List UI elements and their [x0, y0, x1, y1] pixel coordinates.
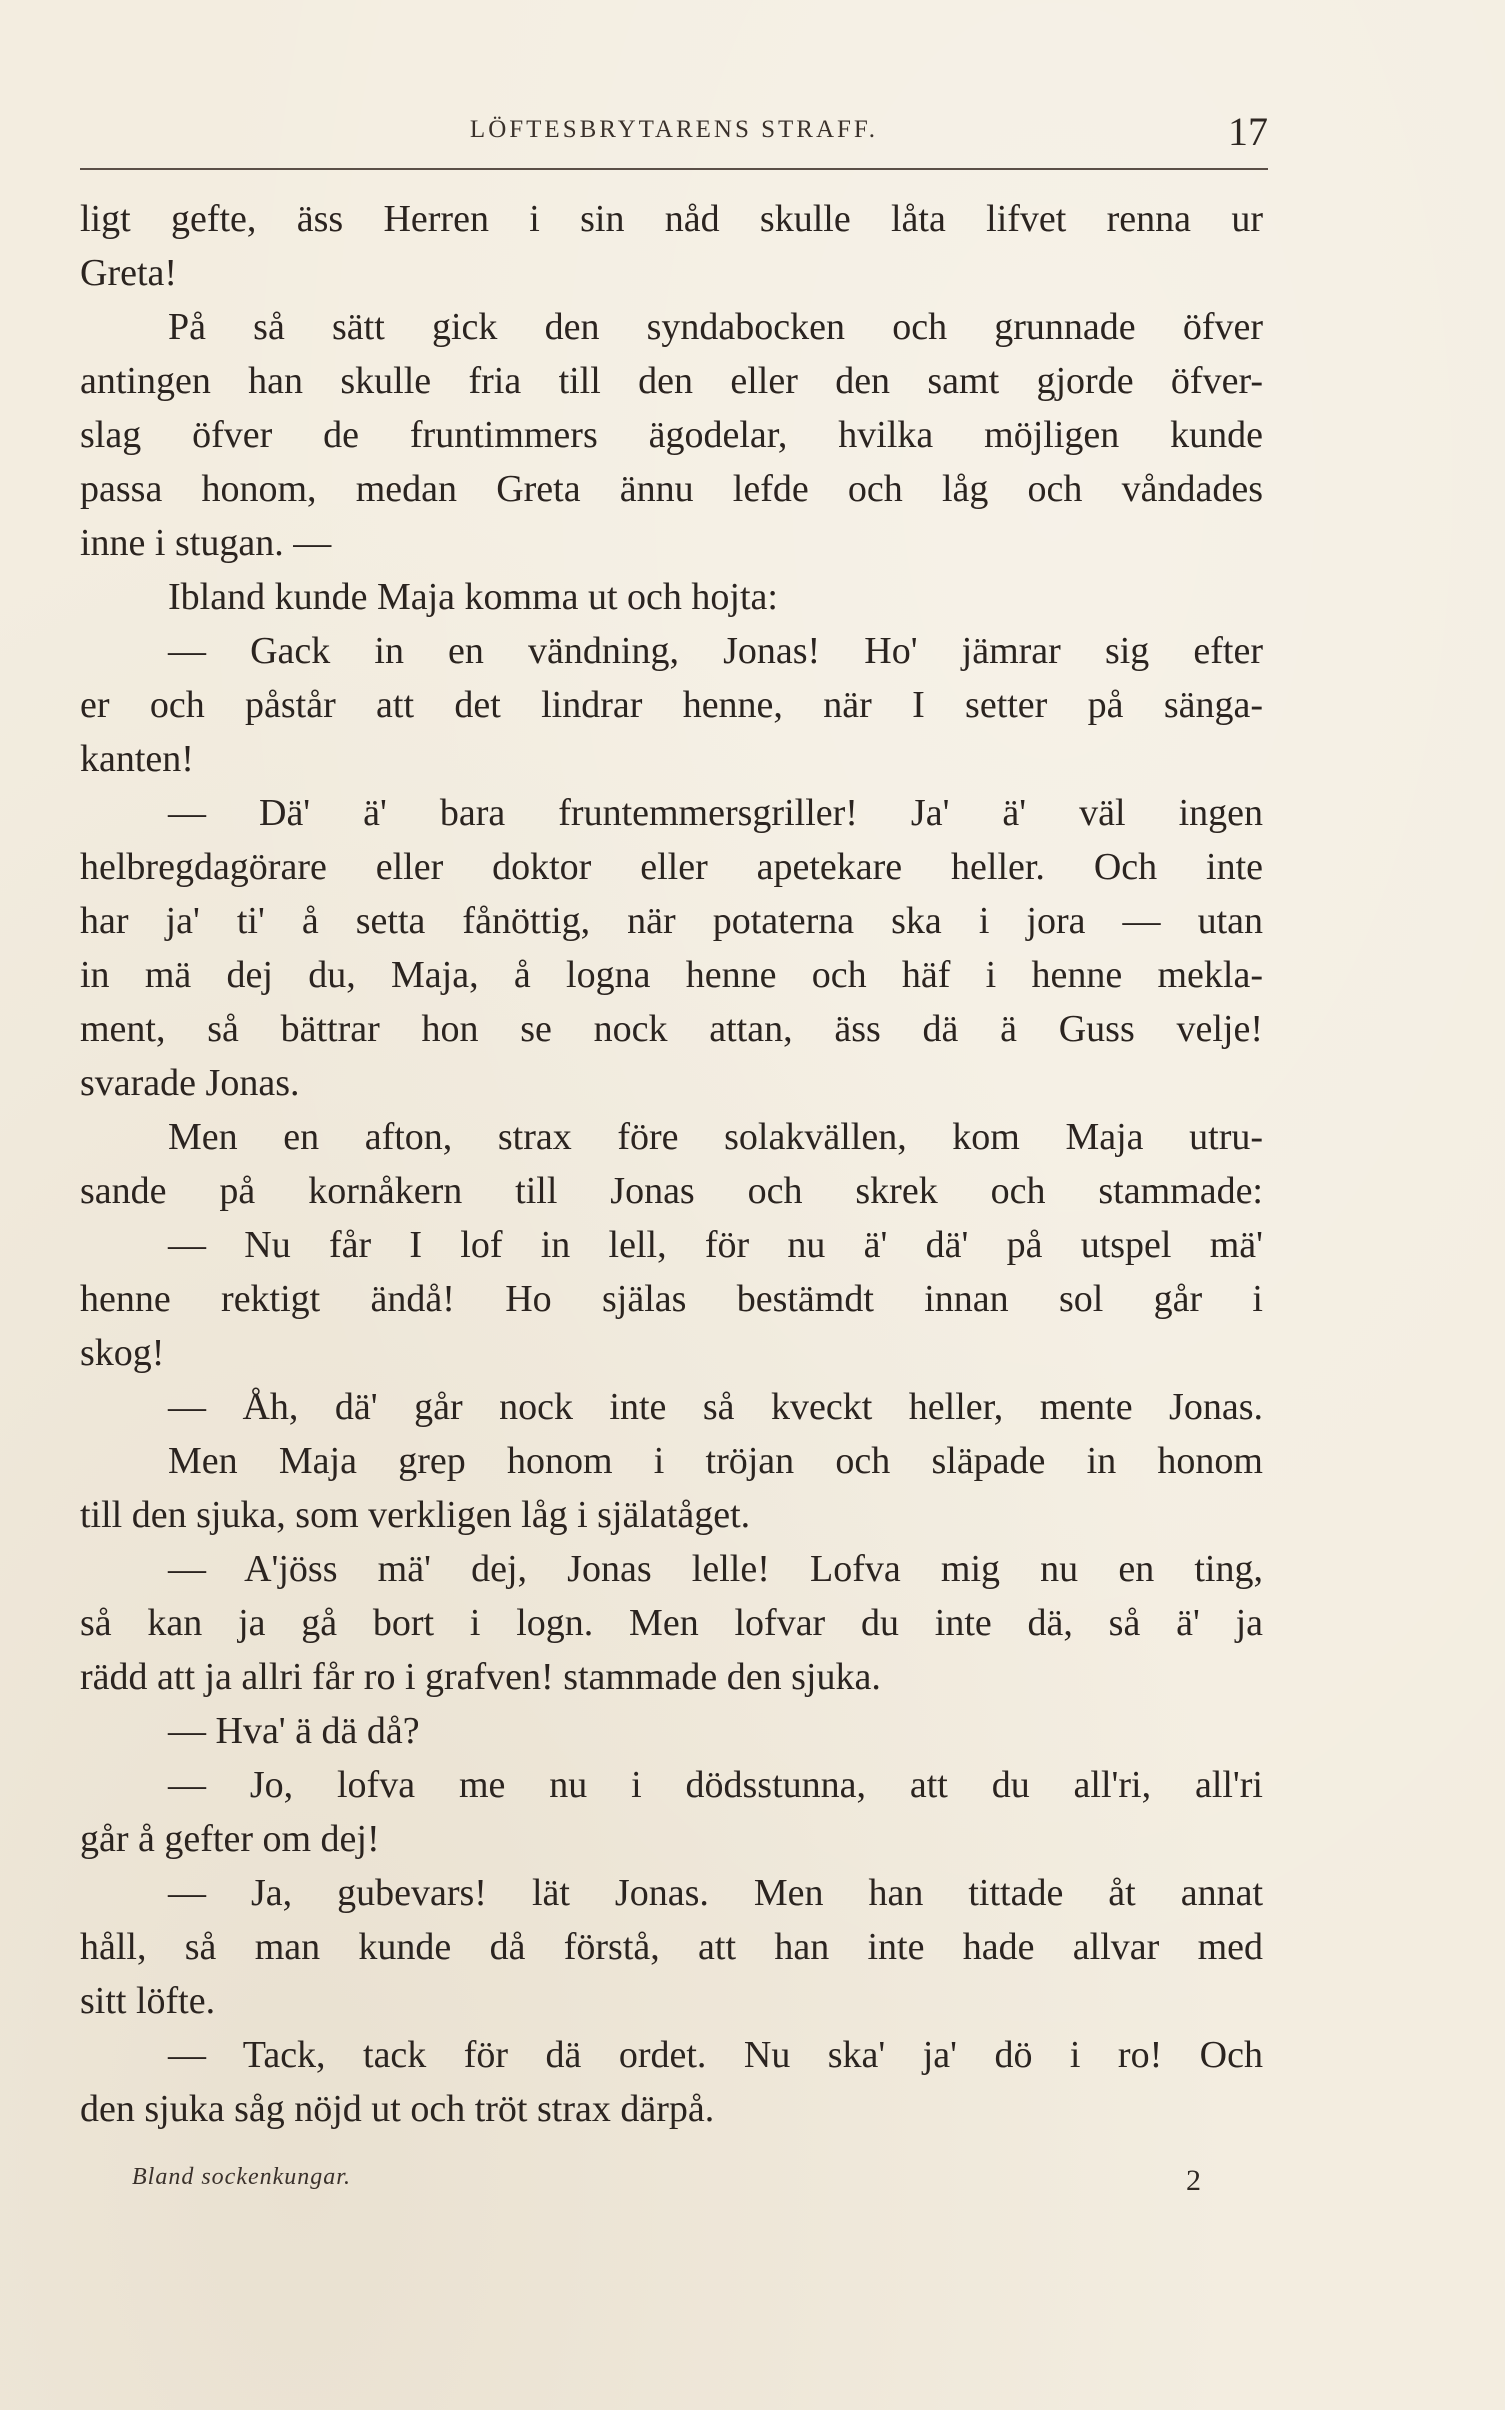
signature-mark: Bland sockenkungar.: [132, 2164, 351, 2190]
running-title: LÖFTESBRYTARENS STRAFF.: [469, 116, 879, 143]
text-line: henne rektigt ändå! Ho själas bestämdt innan sol går i: [80, 1278, 1263, 1320]
text-line: Men Maja grep honom i tröjan och släpade in honom: [168, 1440, 1263, 1482]
text-line: slag öfver de fruntimmers ägodelar, hvilka möjligen kunde: [80, 414, 1263, 456]
text-line: svarade Jonas.: [80, 1062, 300, 1104]
text-line: passa honom, medan Greta ännu lefde och låg och våndades: [80, 468, 1263, 510]
text-line: — A'jöss mä' dej, Jonas lelle! Lofva mig nu en ting,: [168, 1548, 1263, 1590]
text-line: inne i stugan. —: [80, 522, 332, 564]
text-line: har ja' ti' å setta fånöttig, när potaterna ska i jora — utan: [80, 900, 1263, 942]
text-line: rädd att ja allri får ro i grafven! stammade den sjuka.: [80, 1656, 881, 1698]
body-text: [80, 192, 1263, 2136]
text-line: ment, så bättrar hon se nock attan, äss dä ä Guss velje!: [80, 1008, 1263, 1050]
page-footer: [80, 2164, 1268, 2204]
text-line: så kan ja gå bort i logn. Men lofvar du inte dä, så ä' ja: [80, 1602, 1263, 1644]
page-header: [80, 108, 1268, 158]
text-line: Men en afton, strax före solakvällen, kom Maja utru-: [168, 1116, 1263, 1158]
text-line: Greta!: [80, 252, 178, 294]
text-line: — Åh, dä' går nock inte så kveckt heller, mente Jonas.: [168, 1386, 1263, 1428]
text-line: sande på kornåkern till Jonas och skrek och stammade:: [80, 1170, 1263, 1212]
text-line: till den sjuka, som verkligen låg i själatåget.: [80, 1494, 751, 1536]
text-line: — Gack in en vändning, Jonas! Ho' jämrar sig efter: [168, 630, 1263, 672]
text-line: — Nu får I lof in lell, för nu ä' dä' på utspel mä': [168, 1224, 1263, 1266]
text-line: går å gefter om dej!: [80, 1818, 380, 1860]
text-line: kanten!: [80, 738, 194, 780]
text-line: den sjuka såg nöjd ut och tröt strax därpå.: [80, 2088, 715, 2130]
text-line: ligt gefte, äss Herren i sin nåd skulle låta lifvet renna ur: [80, 198, 1263, 240]
text-line: — Dä' ä' bara fruntemmersgriller! Ja' ä' väl ingen: [168, 792, 1263, 834]
text-line: Ibland kunde Maja komma ut och hojta:: [168, 576, 778, 618]
text-line: in mä dej du, Maja, å logna henne och häf i henne mekla-: [80, 954, 1263, 996]
text-line: — Jo, lofva me nu i dödsstunna, att du all'ri, all'ri: [168, 1764, 1263, 1806]
page-number: 17: [1228, 109, 1268, 154]
text-line: På så sätt gick den syndabocken och grunnade öfver: [168, 306, 1263, 348]
text-line: sitt löfte.: [80, 1980, 216, 2022]
text-line: er och påstår att det lindrar henne, när I setter på sänga-: [80, 684, 1263, 726]
text-line: — Ja, gubevars! lät Jonas. Men han tittade åt annat: [168, 1872, 1263, 1914]
text-line: håll, så man kunde då förstå, att han inte hade allvar med: [80, 1926, 1263, 1968]
text-line: antingen han skulle fria till den eller den samt gjorde öfver-: [80, 360, 1263, 402]
sheet-number: 2: [1186, 2164, 1201, 2197]
text-line: — Tack, tack för dä ordet. Nu ska' ja' dö i ro! Och: [168, 2034, 1263, 2076]
text-line: helbregdagörare eller doktor eller apetekare heller. Och inte: [80, 846, 1263, 888]
header-rule: [80, 168, 1268, 170]
text-line: skog!: [80, 1332, 165, 1374]
text-line: — Hva' ä dä då?: [168, 1710, 420, 1752]
